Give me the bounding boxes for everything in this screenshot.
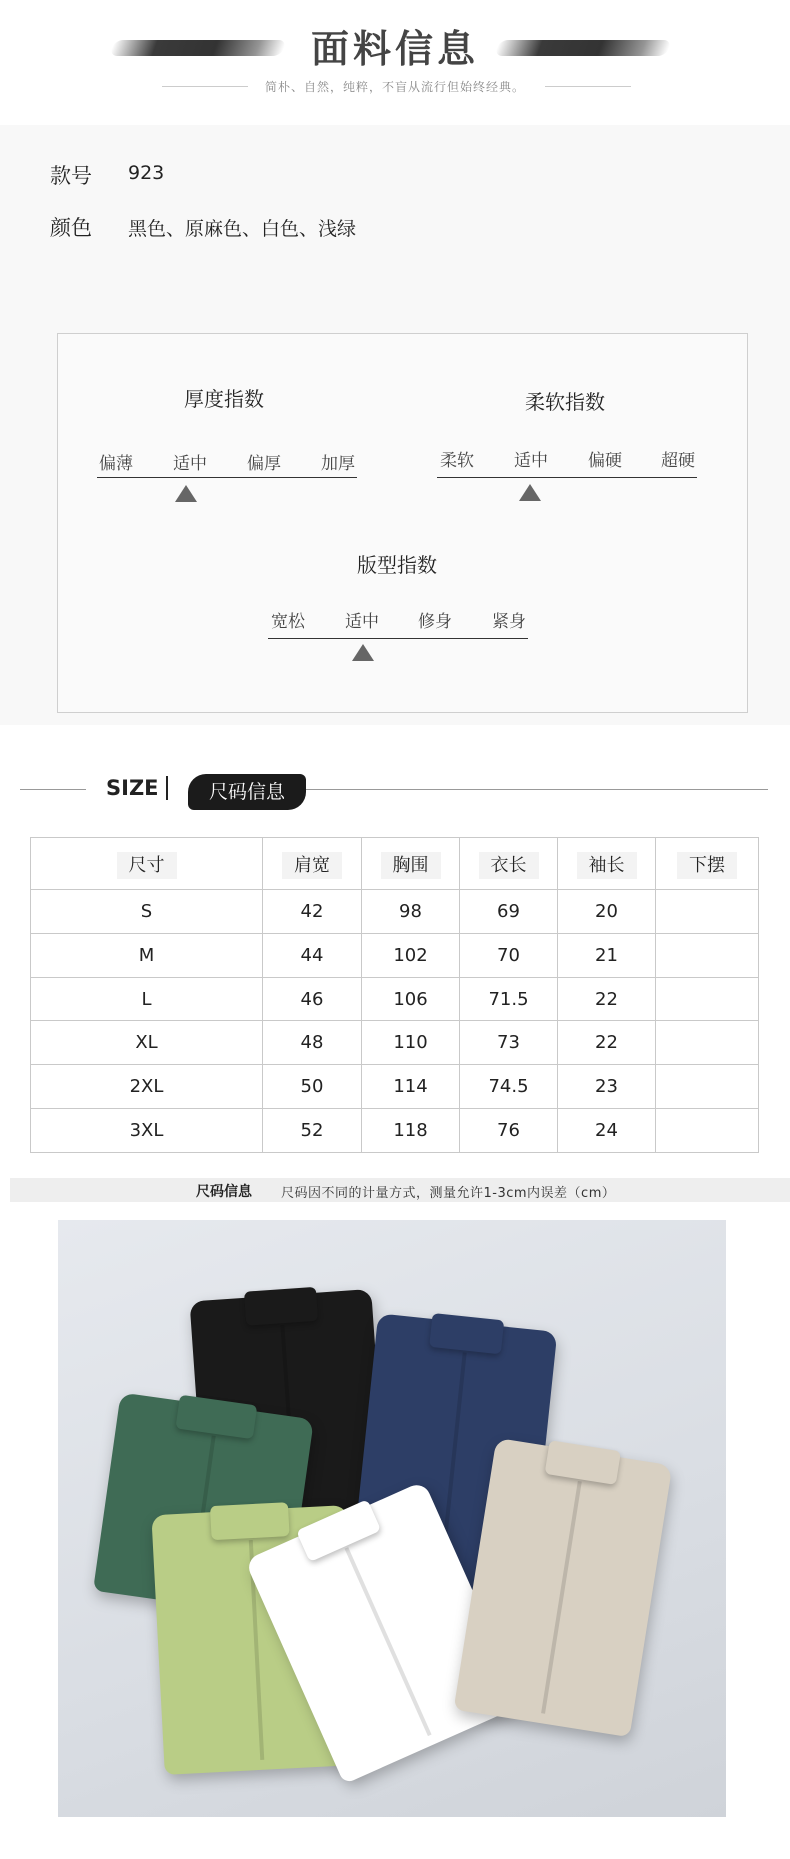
divider	[306, 789, 768, 790]
table-cell	[656, 977, 759, 1021]
softness-scale-line	[437, 477, 697, 478]
thickness-option: 适中	[173, 454, 207, 474]
thickness-option: 偏薄	[99, 454, 133, 474]
table-cell: 46	[263, 977, 362, 1021]
table-cell: 110	[362, 1021, 460, 1065]
table-cell: 44	[263, 933, 362, 977]
column-header: 下摆	[656, 838, 759, 890]
divider	[20, 789, 86, 790]
fit-option: 修身	[418, 612, 452, 632]
table-cell: 70	[460, 933, 558, 977]
fit-option: 宽松	[271, 612, 305, 632]
thickness-title: 厚度指数	[184, 387, 264, 411]
collar	[429, 1313, 504, 1354]
softness-option: 超硬	[661, 451, 695, 471]
fit-title: 版型指数	[357, 553, 437, 577]
softness-option: 柔软	[440, 451, 474, 471]
table-cell: 50	[263, 1065, 362, 1109]
table-cell: 3XL	[31, 1109, 263, 1153]
separator	[166, 776, 168, 800]
table-cell: 71.5	[460, 977, 558, 1021]
color-label: 颜色	[50, 216, 92, 240]
size-label: SIZE	[106, 776, 159, 800]
table-cell: 23	[558, 1065, 656, 1109]
table-cell: 22	[558, 1021, 656, 1065]
table-cell: 118	[362, 1109, 460, 1153]
table-cell: 114	[362, 1065, 460, 1109]
table-cell	[656, 1109, 759, 1153]
table-cell: 21	[558, 933, 656, 977]
table-cell	[656, 890, 759, 934]
table-header-row	[31, 838, 759, 890]
table-cell	[656, 1065, 759, 1109]
table-row	[31, 1065, 759, 1109]
collar	[244, 1287, 319, 1326]
column-header: 衣长	[460, 838, 558, 890]
table-cell: 24	[558, 1109, 656, 1153]
table-cell: 98	[362, 890, 460, 934]
column-header: 袖长	[558, 838, 656, 890]
section-title: 面料信息	[310, 26, 479, 71]
thickness-option: 加厚	[321, 454, 355, 474]
fit-scale-line	[268, 638, 528, 639]
table-cell: 20	[558, 890, 656, 934]
thickness-scale-line	[97, 477, 357, 478]
placket	[541, 1481, 582, 1714]
thickness-indicator-icon	[175, 485, 197, 502]
table-cell: 22	[558, 977, 656, 1021]
thickness-option: 偏厚	[247, 454, 281, 474]
section-subtitle: 简朴、自然，纯粹，不盲从流行但始终经典。	[264, 80, 525, 94]
table-cell: L	[31, 977, 263, 1021]
table-cell: XL	[31, 1021, 263, 1065]
column-header: 胸围	[362, 838, 460, 890]
table-cell: 73	[460, 1021, 558, 1065]
table-cell: 69	[460, 890, 558, 934]
size-note-text: 尺码因不同的计量方式，测量允许1-3cm内误差（cm）	[281, 1186, 616, 1201]
fit-option: 适中	[345, 612, 379, 632]
table-row	[31, 1109, 759, 1153]
column-header: 尺寸	[31, 838, 263, 890]
softness-indicator-icon	[519, 484, 541, 501]
size-table	[30, 837, 759, 1153]
table-cell: 48	[263, 1021, 362, 1065]
table-cell: M	[31, 933, 263, 977]
collar	[545, 1440, 621, 1485]
column-header: 肩宽	[263, 838, 362, 890]
color-value: 黑色、原麻色、白色、浅绿	[128, 218, 357, 240]
table-cell: 2XL	[31, 1065, 263, 1109]
softness-option: 偏硬	[588, 451, 622, 471]
collar	[210, 1502, 290, 1540]
table-cell: 42	[263, 890, 362, 934]
size-note-label: 尺码信息	[196, 1184, 252, 1200]
table-cell: 74.5	[460, 1065, 558, 1109]
table-row	[31, 1021, 759, 1065]
style-no-value: 923	[128, 162, 165, 184]
softness-option: 适中	[514, 451, 548, 471]
table-cell: S	[31, 890, 263, 934]
table-cell: 102	[362, 933, 460, 977]
style-no-label: 款号	[50, 164, 92, 188]
fit-option: 紧身	[492, 612, 526, 632]
product-photo	[58, 1220, 726, 1817]
table-row	[31, 977, 759, 1021]
table-cell	[656, 933, 759, 977]
table-cell: 106	[362, 977, 460, 1021]
placket	[345, 1547, 432, 1736]
table-row	[31, 890, 759, 934]
table-cell: 76	[460, 1109, 558, 1153]
softness-title: 柔软指数	[525, 390, 605, 414]
table-cell: 52	[263, 1109, 362, 1153]
table-row	[31, 933, 759, 977]
size-info-badge: 尺码信息	[188, 774, 306, 810]
fit-indicator-icon	[352, 644, 374, 661]
table-cell	[656, 1021, 759, 1065]
